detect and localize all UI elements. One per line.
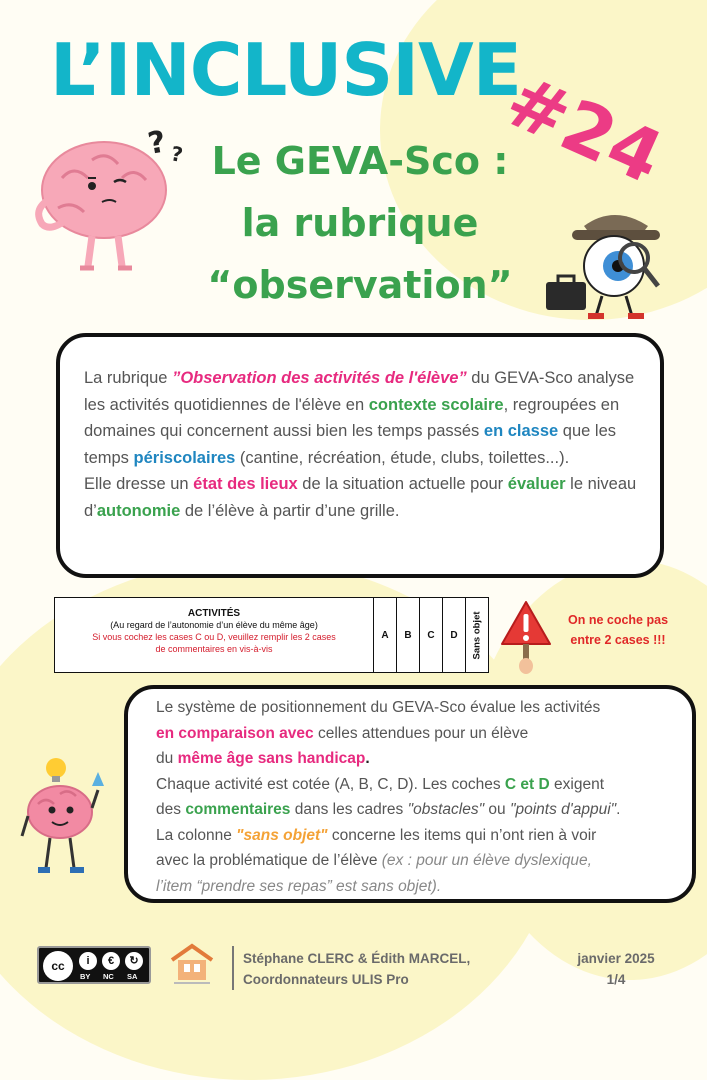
footer (0, 940, 707, 1000)
grid-column-d: D (443, 598, 466, 672)
text-segment: La rubrique (84, 369, 173, 387)
text-line (156, 772, 696, 798)
grid-column-sans-objet (466, 598, 488, 672)
highlight-etat-des-lieux: état des lieux (193, 475, 298, 493)
page-subtitle (190, 130, 530, 316)
warning-note (552, 610, 684, 650)
page-number: 1/4 (606, 972, 626, 987)
warning-note-line: On ne coche pas (567, 613, 669, 627)
date-text: janvier 2025 (577, 951, 655, 966)
issue-number: #24 (493, 58, 675, 201)
highlight-section-name: ”Observation des activités de l'élève” (172, 369, 467, 387)
svg-text:?: ? (145, 124, 169, 162)
text-segment: . (616, 801, 621, 818)
explanation-text (156, 695, 696, 899)
cc-tag: BY (80, 972, 91, 981)
text-line (156, 848, 696, 874)
text-segment: Chaque activité est cotée (A, B, C, D). Les coches (156, 775, 505, 793)
cc-icon: cc (43, 951, 73, 981)
newsletter-title: L’INCLUSIVE (50, 28, 521, 112)
text-segment: La colonne (156, 826, 237, 844)
warning-icon (500, 598, 556, 678)
text-segment: (cantine, récréation, étude, clubs, toilettes...). (235, 448, 570, 467)
creative-commons-badge (37, 946, 151, 984)
grid-subheading: (Au regard de l’autonomie d’un élève du même âge) (110, 620, 318, 630)
subtitle-line: la rubrique (241, 201, 479, 245)
nc-icon: € (102, 952, 120, 970)
text-line (156, 823, 696, 849)
subtitle-line: Le GEVA-Sco : (211, 139, 509, 183)
text-segment: du GEVA-Sco analyse les activités quotidiennes de l'élève en (84, 369, 635, 414)
text-segment: dans les cadres (290, 801, 408, 818)
text-segment: , regroupées en domaines qui concernent aussi bien les temps passés (84, 395, 620, 440)
grid-column-a: A (374, 598, 397, 672)
school-logo (168, 940, 216, 988)
text-segment: exigent (549, 775, 605, 793)
subtitle-line: “observation” (207, 263, 513, 307)
intro-text (84, 365, 656, 524)
grid-header-cell (55, 598, 374, 672)
text-line (156, 721, 696, 747)
text-segment: que les temps (84, 422, 617, 467)
issue-date (566, 948, 666, 990)
text-line: Le système de positionnement du GEVA-Sco évalue les activités (156, 699, 601, 716)
text-segment: "obstacles" (407, 801, 485, 818)
text-segment: . (365, 750, 370, 767)
highlight-c-et-d: C et D (504, 775, 550, 793)
text-line (156, 746, 696, 772)
grid-instruction: Si vous cochez les cases C ou D, veuillez remplir les 2 cases (92, 632, 336, 642)
sa-icon: ↻ (125, 952, 143, 970)
grid-column-label: Sans objet (471, 610, 483, 660)
grid-column-c: C (420, 598, 443, 672)
grid-heading: ACTIVITÉS (187, 608, 241, 619)
highlight-comparaison: en comparaison avec (156, 724, 314, 742)
warning-note-line: entre 2 cases !!! (570, 633, 666, 647)
authors-names: Stéphane CLERC & Édith MARCEL, (243, 951, 471, 966)
explanation-bubble (124, 685, 696, 903)
text-segment: "points d'appui" (509, 801, 617, 818)
highlight-meme-age: même âge sans handicap (177, 750, 366, 767)
text-segment: Elle dresse un (84, 475, 194, 493)
text-segment: des (156, 801, 186, 818)
intro-bubble (56, 333, 664, 578)
by-icon: i (79, 952, 97, 970)
highlight-in-class: en classe (483, 422, 559, 440)
text-segment: celles attendues pour un élève (313, 724, 529, 742)
svg-text:?: ? (169, 141, 185, 167)
highlight-commentaires: commentaires (185, 801, 291, 818)
text-segment: ou (484, 801, 510, 818)
highlight-periscolaire: périscolaires (133, 448, 236, 467)
grid-instruction: de commentaires en vis-à-vis (155, 644, 273, 654)
text-segment: du (156, 750, 178, 767)
example-note: (ex : pour un élève dyslexique, (381, 852, 592, 869)
highlight-school-context: contexte scolaire (368, 395, 504, 414)
text-segment: concerne les items qui n’ont rien à voir (327, 826, 597, 844)
text-segment: de l’élève à partir d’une grille. (180, 501, 400, 520)
highlight-sans-objet: "sans objet" (236, 826, 328, 844)
text-segment: le niveau d’ (84, 475, 637, 520)
idea-brain-illustration (14, 752, 114, 880)
text-segment: de la situation actuelle pour (297, 475, 508, 493)
highlight-evaluer: évaluer (507, 475, 566, 493)
grid-column-b: B (397, 598, 420, 672)
authors (243, 948, 470, 990)
text-segment: avec la problématique de l’élève (156, 852, 382, 869)
activities-grid-excerpt (54, 597, 489, 673)
authors-role: Coordonnateurs ULIS Pro (243, 972, 409, 987)
footer-divider (232, 946, 234, 990)
highlight-autonomie: autonomie (96, 501, 181, 520)
detective-eye-illustration (542, 200, 672, 325)
text-line (156, 797, 696, 823)
thinking-brain-illustration (22, 118, 192, 278)
text-line: l’item “prendre ses repas” est sans objet). (156, 877, 442, 895)
cc-tag: NC (103, 972, 114, 981)
cc-tag: SA (127, 972, 138, 981)
